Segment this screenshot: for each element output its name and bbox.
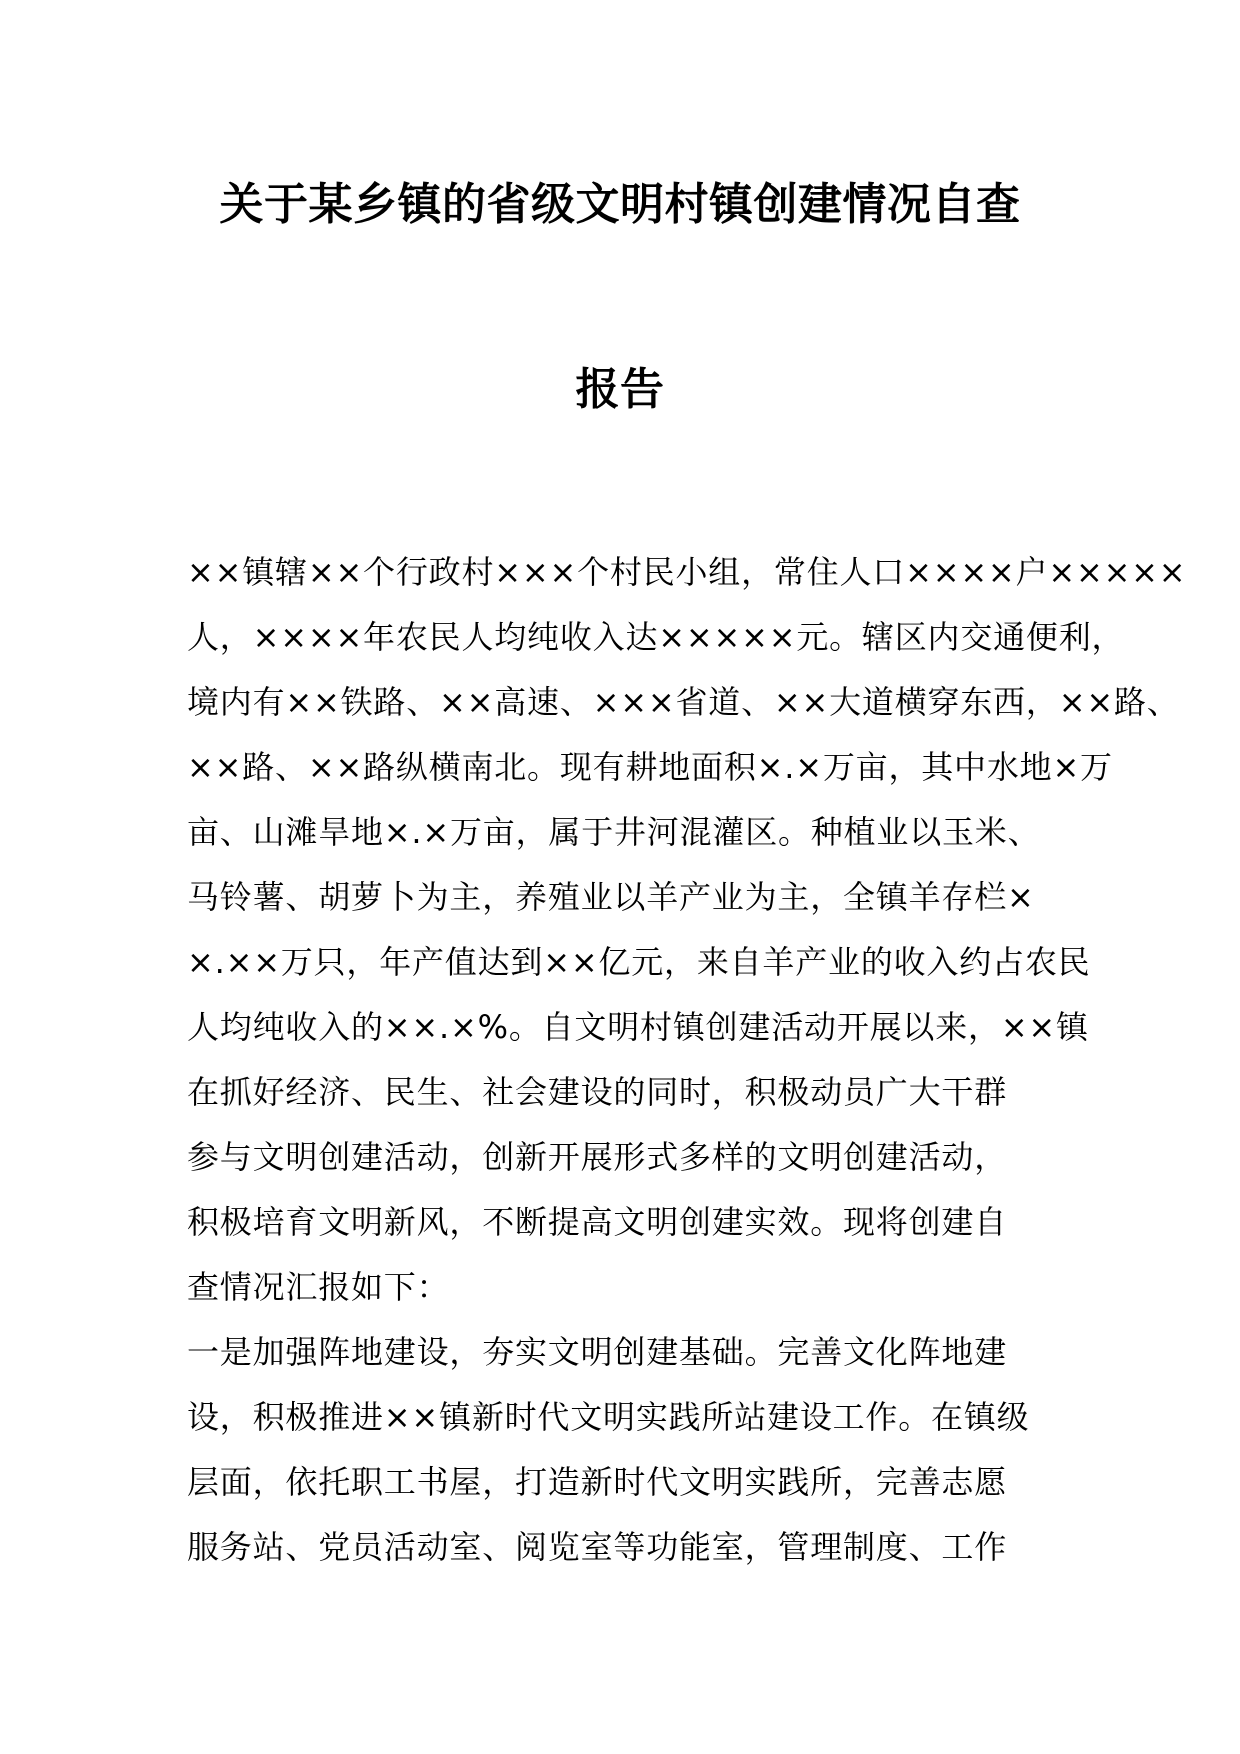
- body-line: ×.××万只，年产值达到××亿元，来自羊产业的收入约占农民: [187, 943, 1091, 981]
- body-line: 在抓好经济、民生、社会建设的同时，积极动员广大干群: [187, 1073, 1008, 1111]
- body-line: 境内有××铁路、××高速、×××省道、××大道横穿东西，××路、: [187, 683, 1180, 721]
- body-line: 参与文明创建活动，创新开展形式多样的文明创建活动，: [187, 1138, 1008, 1176]
- body-line: 层面，依托职工书屋，打造新时代文明实践所，完善志愿: [187, 1463, 1008, 1501]
- document-title-line-1: 关于某乡镇的省级文明村镇创建情况自查: [219, 179, 1021, 230]
- document-body: [187, 540, 1187, 1580]
- body-line: 马铃薯、胡萝卜为主，养殖业以羊产业为主，全镇羊存栏×: [187, 878, 1035, 916]
- body-line: 积极培育文明新风，不断提高文明创建实效。现将创建自: [187, 1203, 1008, 1241]
- body-line: 查情况汇报如下：: [187, 1268, 450, 1306]
- document-title-line-2: 报告: [575, 364, 665, 415]
- body-line: 一是加强阵地建设，夯实文明创建基础。完善文化阵地建: [187, 1333, 1008, 1371]
- body-line: ××镇辖××个行政村×××个村民小组，常住人口××××户×××××: [187, 553, 1187, 591]
- body-line: 服务站、党员活动室、阅览室等功能室，管理制度、工作: [187, 1528, 1008, 1566]
- body-line: 人均纯收入的××.×%。自文明村镇创建活动开展以来，××镇: [187, 1008, 1089, 1046]
- body-line: 人，××××年农民人均纯收入达×××××元。辖区内交通便利，: [187, 618, 1125, 656]
- body-line: 设，积极推进××镇新时代文明实践所站建设工作。在镇级: [187, 1398, 1030, 1436]
- body-line: ××路、××路纵横南北。现有耕地面积×.×万亩，其中水地×万: [187, 748, 1113, 786]
- body-line: 亩、山滩旱地×.×万亩，属于井河混灌区。种植业以玉米、: [187, 813, 1041, 851]
